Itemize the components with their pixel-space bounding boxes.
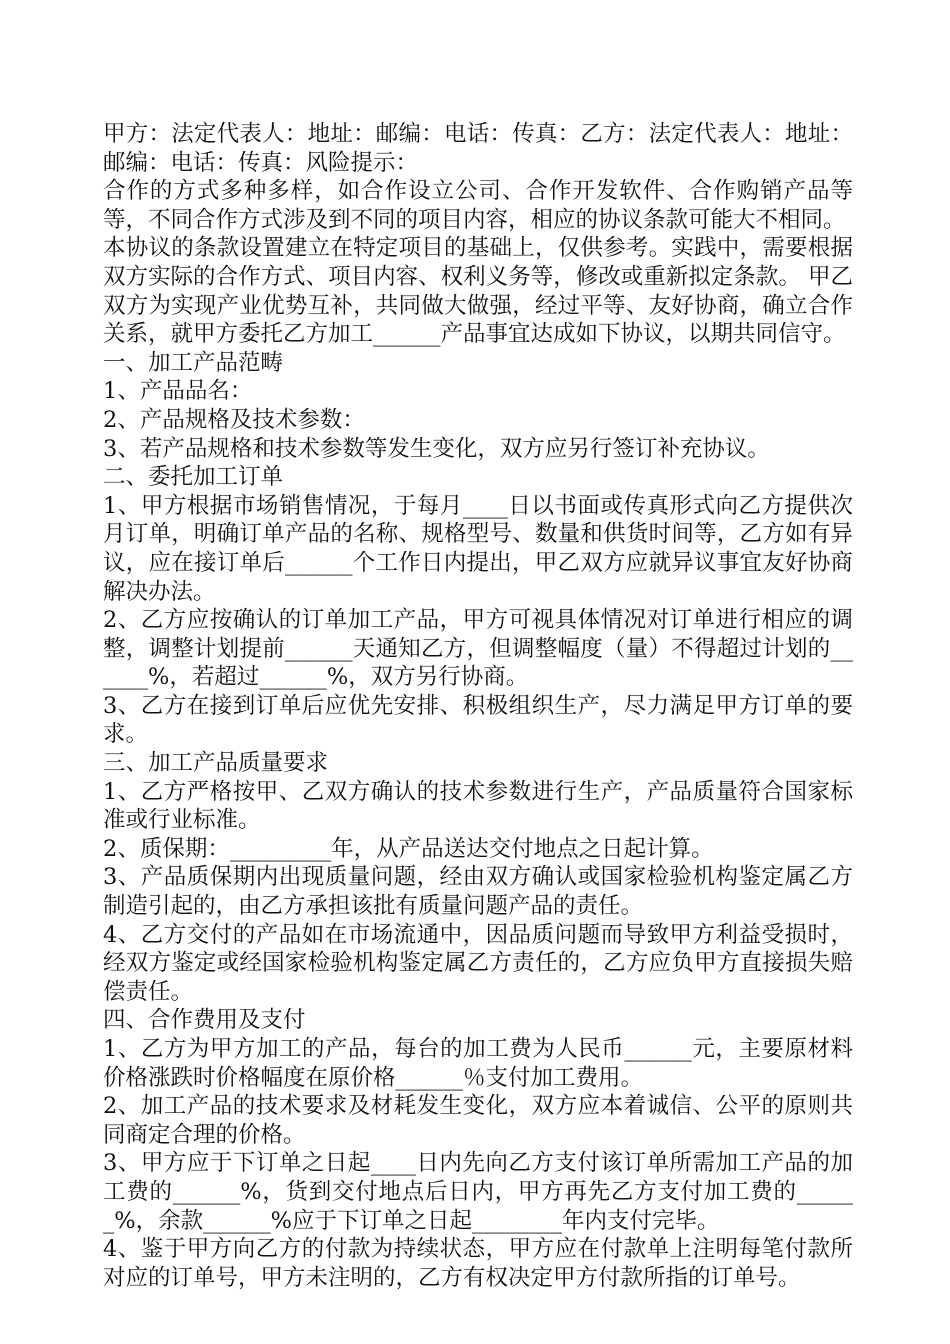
section-heading-2: 二、委托加工订单 xyxy=(103,464,284,491)
clause-4-1: 1、乙方为甲方加工的产品，每台的加工费为人民币______元，主要原材料价格涨跌时价格幅度在原价格______％支付加工费用。 xyxy=(103,1036,853,1091)
section-heading-3: 三、加工产品质量要求 xyxy=(103,750,329,777)
preamble-paragraph: 本协议的条款设置建立在特定项目的基础上，仅供参考。实践中，需要根据双方实际的合作方式、项目内容、权利义务等，修改或重新拟定条款。 甲乙双方为实现产业优势互补，共同做大做强，经过平等、友好协商，确立合作关系，就甲方委托乙方加工______产品事宜达成如下协议，以期共同信守。 xyxy=(103,235,853,348)
section-heading-4: 四、合作费用及支付 xyxy=(103,1007,306,1034)
clause-4-3: 3、甲方应于下订单之日起____日内先向乙方支付该订单所需加工产品的加工费的______%，货到交付地点后日内，甲方再先乙方支付加工费的______%，余款______%应于下订单之日起________年内支付完毕。 xyxy=(103,1150,853,1234)
clause-3-3: 3、产品质保期内出现质量问题，经由双方确认或国家检验机构鉴定属乙方制造引起的，由乙方承担该批有质量问题产品的责任。 xyxy=(103,864,853,920)
clause-1-1: 1、产品品名： xyxy=(103,378,253,405)
clause-2-1: 1、甲方根据市场销售情况，于每月____日以书面或传真形式向乙方提供次月订单，明确订单产品的名称、规格型号、数量和供货时间等，乙方如有异议，应在接订单后______个工作日内提出，甲乙双方应就异议事宜友好协商解决办法。 xyxy=(103,492,853,605)
clause-4-2: 2、加工产品的技术要求及材耗发生变化，双方应本着诚信、公平的原则共同商定合理的价格。 xyxy=(103,1093,853,1148)
party-info-paragraph: 甲方：法定代表人：地址：邮编：电话：传真：乙方：法定代表人：地址：邮编：电话：传真：风险提示： xyxy=(103,121,853,176)
clause-3-1: 1、乙方严格按甲、乙双方确认的技术参数进行生产，产品质量符合国家标准或行业标准。 xyxy=(103,778,853,834)
clause-3-4: 4、乙方交付的产品如在市场流通中，因品质问题而导致甲方利益受损时，经双方鉴定或经国家检验机构鉴定属乙方责任的，乙方应负甲方直接损失赔偿责任。 xyxy=(103,921,853,1005)
section-heading-1: 一、加工产品范畴 xyxy=(103,349,284,376)
document-page xyxy=(103,120,853,1292)
clause-4-4: 4、鉴于甲方向乙方的付款为持续状态，甲方应在付款单上注明每笔付款所对应的订单号，甲方未注明的，乙方有权决定甲方付款所指的订单号。 xyxy=(103,1236,853,1291)
clause-2-3: 3、乙方在接到订单后应优先安排、积极组织生产，尽力满足甲方订单的要求。 xyxy=(103,692,853,748)
clause-1-2: 2、产品规格及技术参数： xyxy=(103,406,365,433)
risk-note-paragraph: 合作的方式多种多样，如合作设立公司、合作开发软件、合作购销产品等等，不同合作方式涉及到不同的项目内容，相应的协议条款可能大不相同。 xyxy=(103,178,853,233)
clause-3-2: 2、质保期：_________年，从产品送达交付地点之日起计算。 xyxy=(103,835,714,862)
clause-1-3: 3、若产品规格和技术参数等发生变化，双方应另行签订补充协议。 xyxy=(103,435,770,462)
clause-2-2: 2、乙方应按确认的订单加工产品，甲方可视具体情况对订单进行相应的调整，调整计划提前______天通知乙方，但调整幅度（量）不得超过计划的______%，若超过______%，双方另行协商。 xyxy=(103,607,853,691)
